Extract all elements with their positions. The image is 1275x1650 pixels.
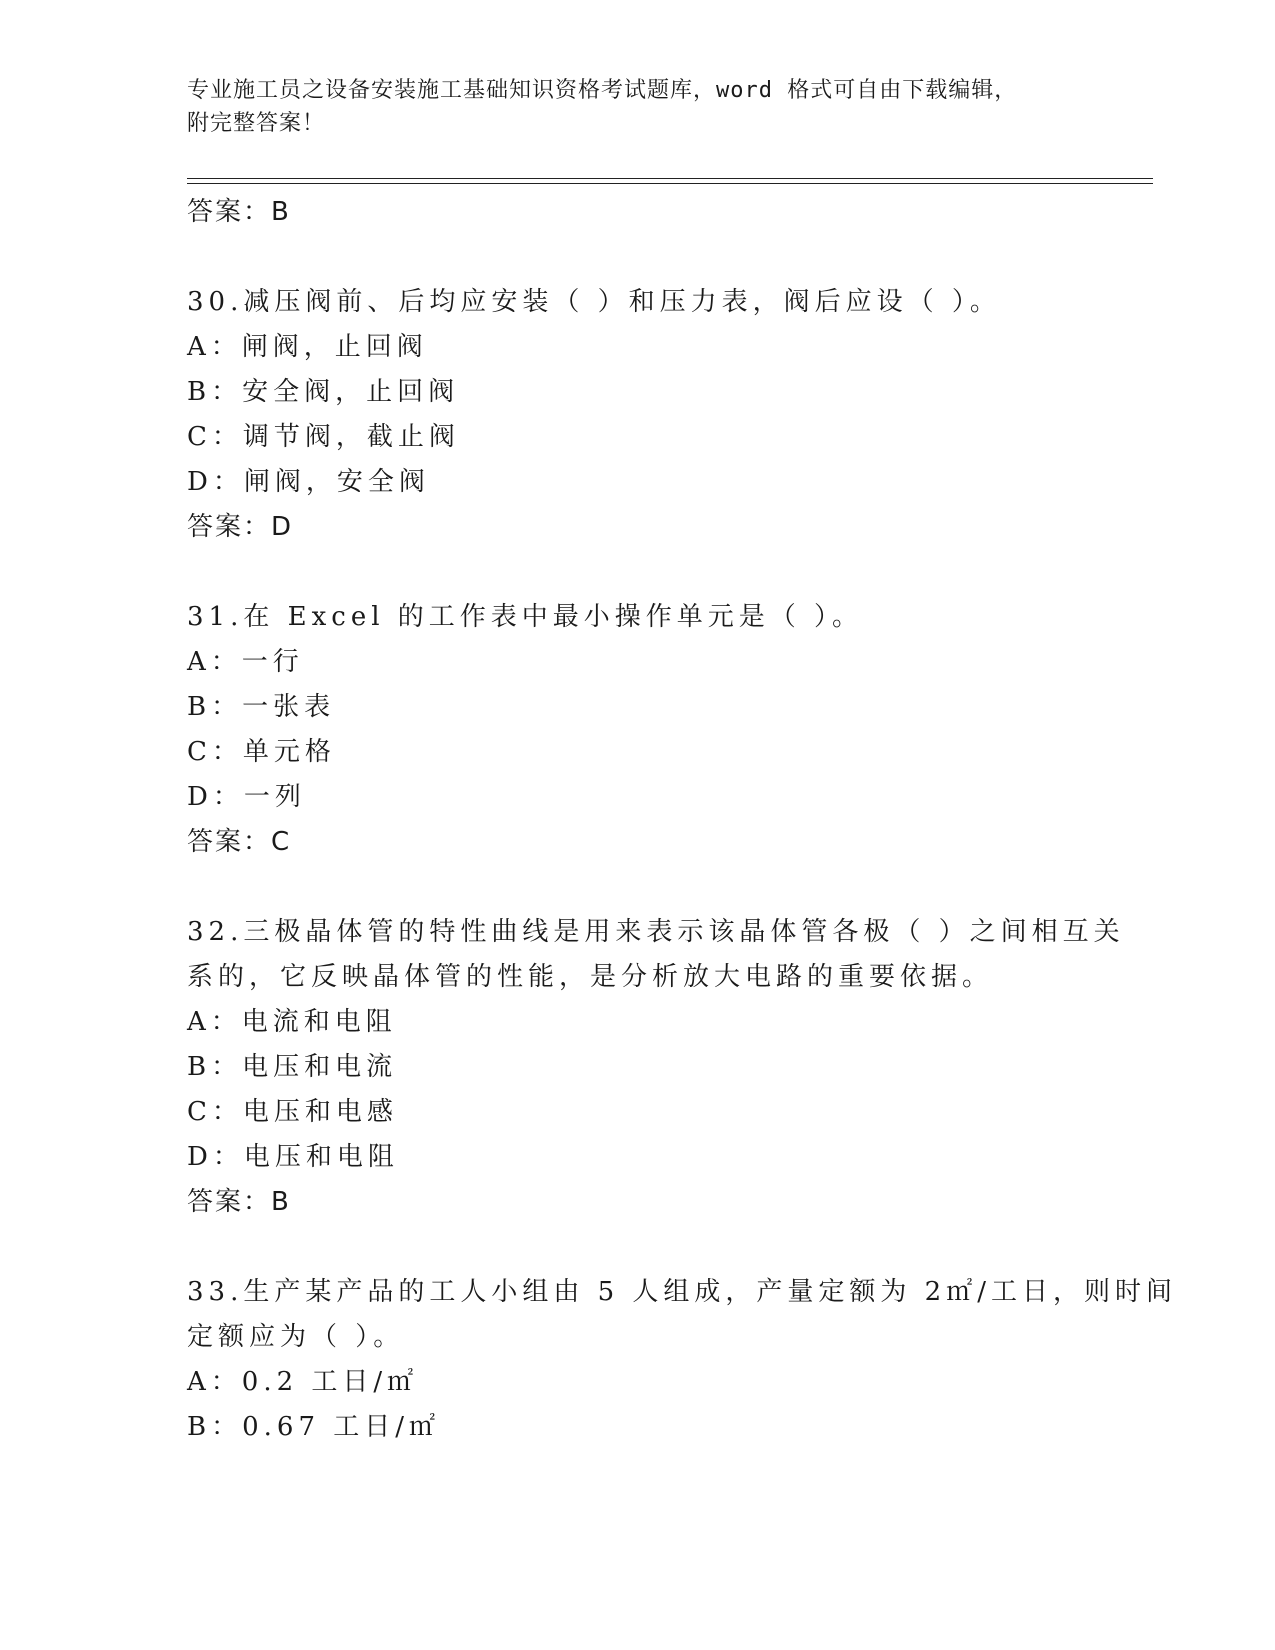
spacer bbox=[187, 550, 1087, 595]
answer-label: 答案：D bbox=[187, 512, 294, 542]
header-divider-bottom bbox=[187, 183, 1153, 184]
question-stem: 31.在 Excel 的工作表中最小操作单元是（ ）。 bbox=[187, 602, 864, 632]
spacer bbox=[187, 865, 1087, 910]
option-c: C：单元格 bbox=[187, 737, 336, 767]
header-line-2: 附完整答案！ bbox=[187, 111, 326, 136]
question-stem: 32.三极晶体管的特性曲线是用来表示该晶体管各极（ ）之间相互关 bbox=[187, 917, 1125, 947]
option-a: A：闸阀，止回阀 bbox=[187, 332, 428, 362]
question-block-30 bbox=[187, 280, 1087, 550]
spacer bbox=[187, 235, 1087, 280]
option-c: C：电压和电感 bbox=[187, 1097, 398, 1127]
question-stem-continued: 系的，它反映晶体管的性能，是分析放大电路的重要依据。 bbox=[187, 962, 994, 992]
option-d: D：电压和电阻 bbox=[187, 1142, 399, 1172]
option-d: D：一列 bbox=[187, 782, 306, 812]
spacer bbox=[187, 1225, 1087, 1270]
option-a: A：一行 bbox=[187, 647, 304, 677]
answer-label: 答案：C bbox=[187, 827, 292, 857]
question-block-32 bbox=[187, 910, 1125, 1225]
question-block-33 bbox=[187, 1270, 1177, 1450]
answer-label: 答案：B bbox=[187, 1187, 291, 1217]
header-line-1: 专业施工员之设备安装施工基础知识资格考试题库，word 格式可自由下载编辑， bbox=[187, 78, 1018, 103]
option-b: B：电压和电流 bbox=[187, 1052, 398, 1082]
option-c: C：调节阀，截止阀 bbox=[187, 422, 460, 452]
question-stem: 33.生产某产品的工人小组由 5 人组成，产量定额为 2㎡/工日，则时间 bbox=[187, 1277, 1177, 1307]
document-header bbox=[187, 74, 1067, 140]
header-divider-top bbox=[187, 178, 1153, 179]
option-b: B：安全阀，止回阀 bbox=[187, 377, 460, 407]
option-b: B：一张表 bbox=[187, 692, 336, 722]
option-a: A：0.2 工日/㎡ bbox=[187, 1367, 419, 1397]
question-stem-continued: 定额应为（ ）。 bbox=[187, 1322, 405, 1352]
question-stem: 30.减压阀前、后均应安装（ ）和压力表，阀后应设（ ）。 bbox=[187, 287, 1001, 317]
question-block-31 bbox=[187, 595, 1087, 865]
option-a: A：电流和电阻 bbox=[187, 1007, 397, 1037]
option-d: D：闸阀，安全阀 bbox=[187, 467, 430, 497]
previous-answer: 答案：B bbox=[187, 197, 291, 227]
option-b: B：0.67 工日/㎡ bbox=[187, 1412, 441, 1442]
question-list bbox=[187, 190, 1177, 1450]
